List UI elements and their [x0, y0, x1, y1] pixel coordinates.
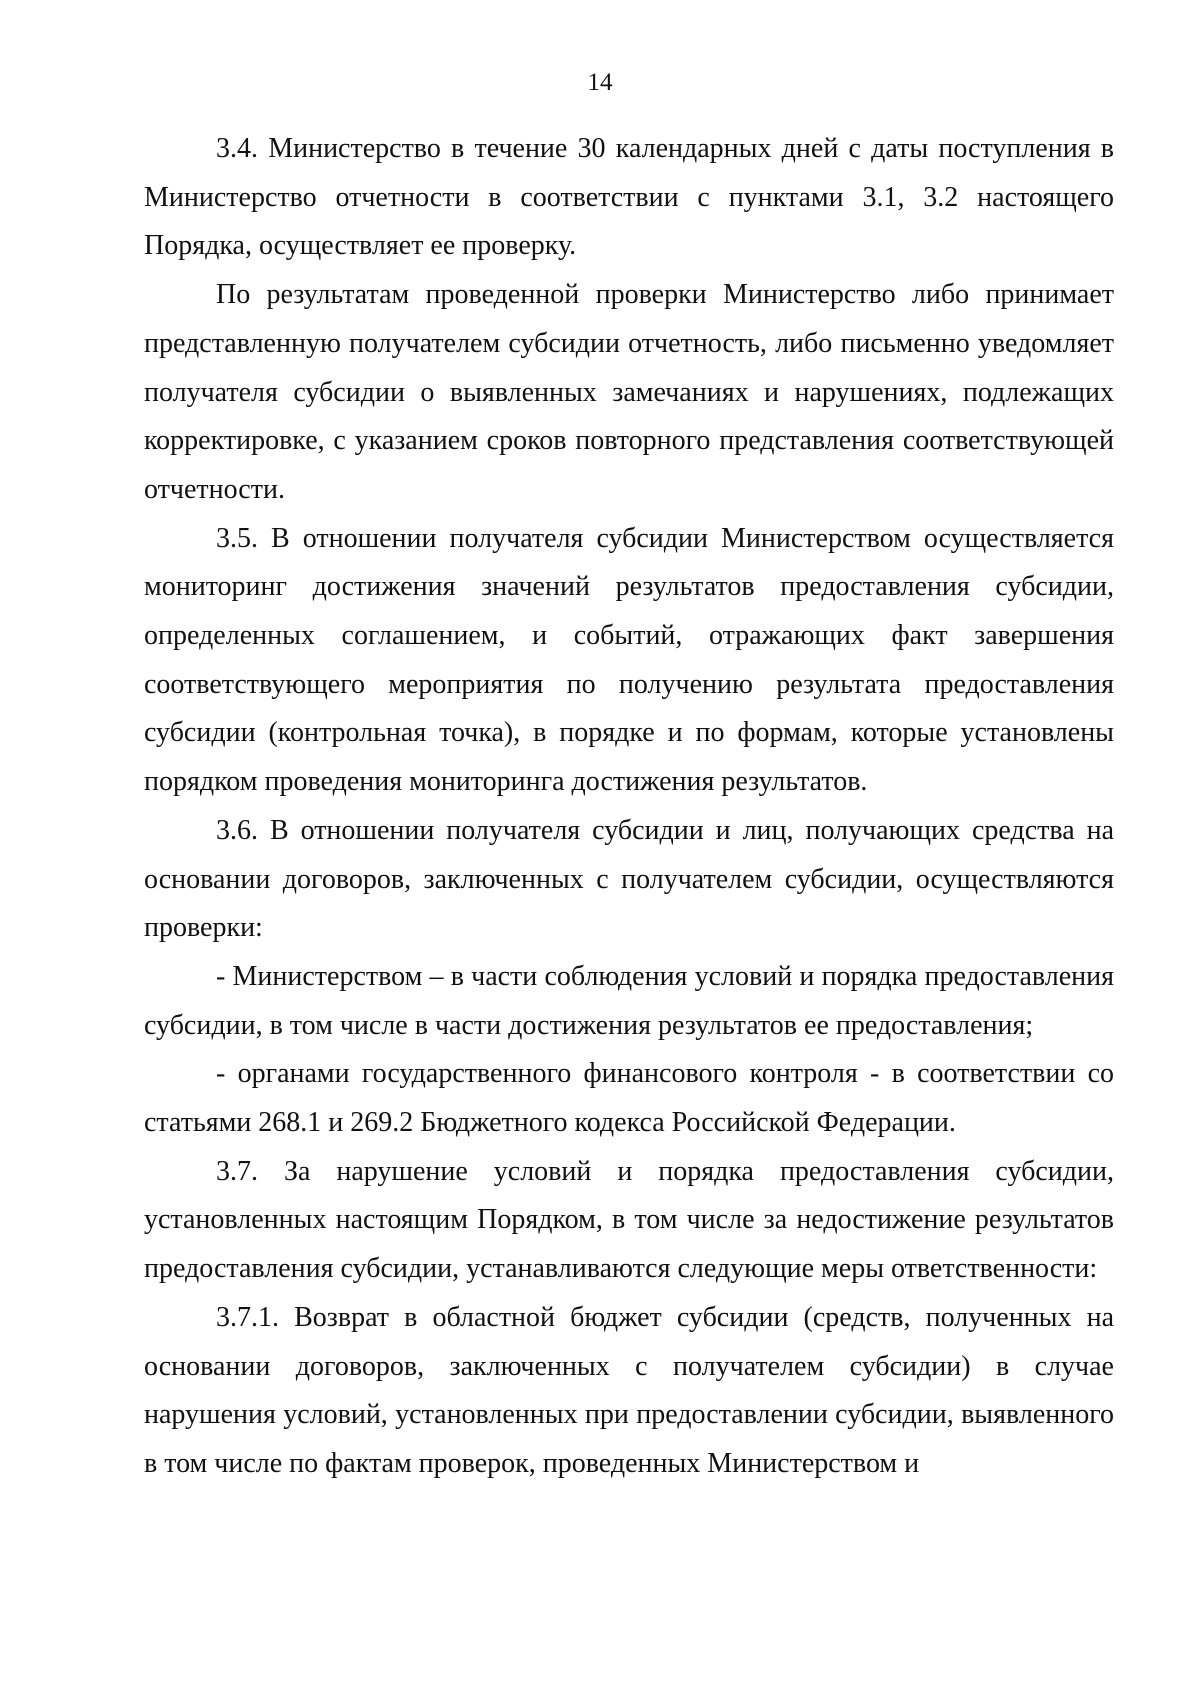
document-body	[144, 125, 1114, 1489]
page-number: 14	[587, 69, 613, 96]
list-item-ministry: - Министерством – в части соблюдения условий и порядка предоставления субсидии, в том числе в части достижения результатов ее предоставления;	[144, 960, 1114, 1041]
paragraph-3-4: 3.4. Министерство в течение 30 календарных дней с даты поступления в Министерство отчетности в соответствии с пунктами 3.1, 3.2 настоящего Порядка, осуществляет ее проверку.	[144, 133, 1114, 262]
list-item-financial-control: - органами государственного финансового контроля - в соответствии со статьями 268.1 и 269.2 Бюджетного кодекса Российской Федерации.	[144, 1058, 1114, 1139]
paragraph-review-results: По результатам проведенной проверки Министерство либо принимает представленную получателем субсидии отчетность, либо письменно уведомляет получателя субсидии о выявленных замечаниях и нарушениях, подлежащих корректировке, с указанием сроков повторного представления соответствующей отчетности.	[144, 279, 1114, 505]
paragraph-3-7-1: 3.7.1. Возврат в областной бюджет субсидии (средств, полученных на основании договоров, заключенных с получателем субсидии) в случае нарушения условий, установленных при предоставлении субсидии, выявленного в том числе по фактам проверок, проведенных Министерством и	[144, 1301, 1114, 1479]
paragraph-3-7: 3.7. За нарушение условий и порядка предоставления субсидии, установленных настоящим Порядком, в том числе за недостижение результатов предоставления субсидии, устанавливаются следующие меры ответственности:	[144, 1155, 1114, 1285]
paragraph-3-5: 3.5. В отношении получателя субсидии Министерством осуществляется мониторинг достижения значений результатов предоставления субсидии, определенных соглашением, и событий, отражающих факт завершения соответствующего мероприятия по получению результата предоставления субсидии (контрольная точка), в порядке и по формам, которые установлены порядком проведения мониторинга достижения результатов.	[144, 522, 1114, 798]
paragraph-3-6: 3.6. В отношении получателя субсидии и лиц, получающих средства на основании договоров, заключенных с получателем субсидии, осуществляются проверки:	[144, 814, 1114, 944]
